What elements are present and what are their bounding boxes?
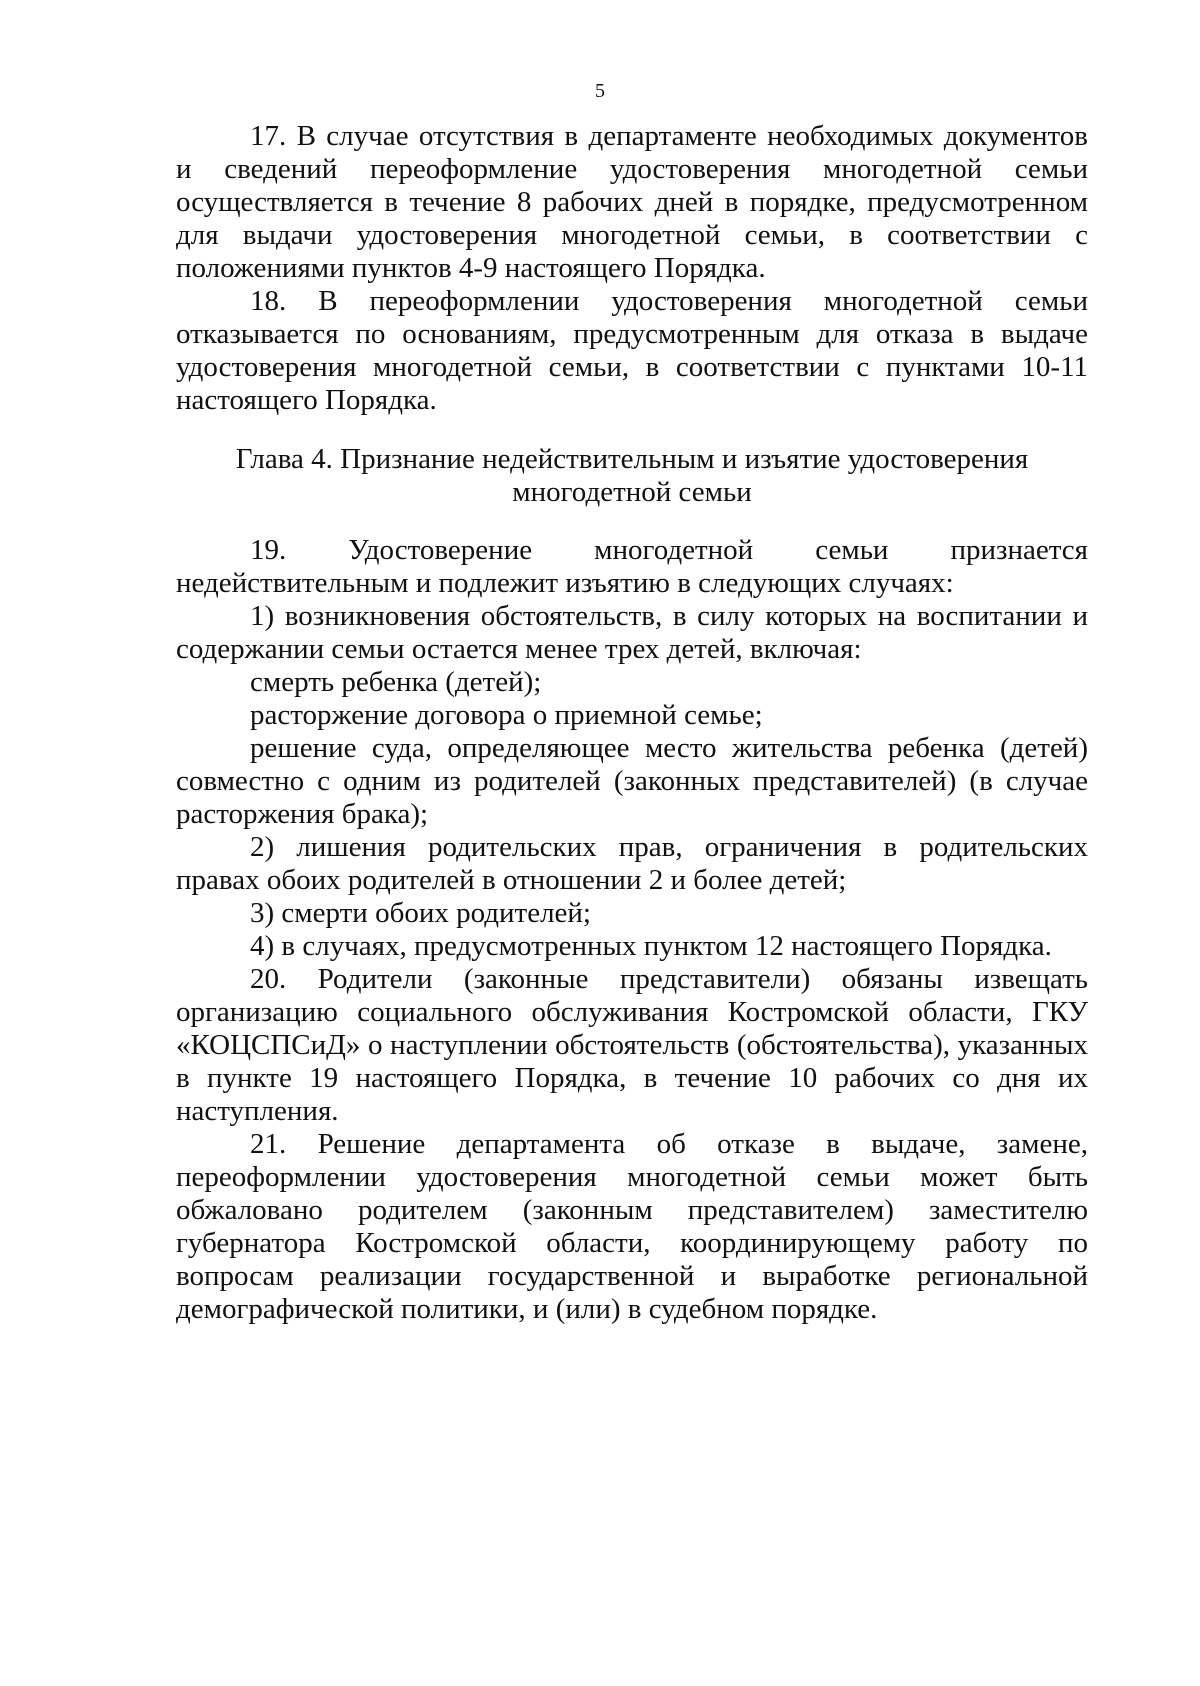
list-item-2: 2) лишения родительских прав, ограничения в родительских правах обоих родителей в отношении 2 и более детей;: [176, 831, 1088, 896]
chapter-title-line-1: Глава 4. Признание недействительным и изъятие удостоверения: [235, 443, 1029, 475]
sub-item-child-death: смерть ребенка (детей);: [250, 666, 542, 698]
page-number: 5: [595, 80, 605, 102]
paragraph-20: 20. Родители (законные представители) обязаны извещать организацию социального обслуживания Костромской области, ГКУ «КОЦСПСиД» о наступлении обстоятельств (обстоятельства), указанных в пункте 19 настоящего Порядка, в течение 10 рабочих со дня их наступления.: [176, 963, 1088, 1127]
chapter-title-line-2: многодетной семьи: [512, 476, 752, 508]
list-item-4: 4) в случаях, предусмотренных пунктом 12 настоящего Порядка.: [250, 930, 1052, 962]
paragraph-21: 21. Решение департамента об отказе в выдаче, замене, переоформлении удостоверения многодетной семьи может быть обжаловано родителем (законным представителем) заместителю губернатора Костромской области, координирующему работу по вопросам реализации государственной и выработке региональной демографической политики, и (или) в судебном порядке.: [176, 1128, 1088, 1325]
paragraph-19: 19. Удостоверение многодетной семьи признается недействительным и подлежит изъятию в следующих случаях:: [176, 534, 1088, 599]
chapter-4-title: [176, 443, 1088, 509]
sub-item-court-decision: решение суда, определяющее место жительства ребенка (детей) совместно с одним из родителей (законных представителей) (в случае расторжения брака);: [176, 732, 1088, 830]
paragraph-17: 17. В случае отсутствия в департаменте необходимых документов и сведений переоформление удостоверения многодетной семьи осуществляется в течение 8 рабочих дней в порядке, предусмотренном для выдачи удостоверения многодетной семьи, в соответствии с положениями пунктов 4-9 настоящего Порядка.: [176, 120, 1088, 284]
document-body: [176, 120, 1088, 1326]
sub-item-foster-contract: расторжение договора о приемной семье;: [250, 699, 763, 731]
paragraph-18: 18. В переоформлении удостоверения многодетной семьи отказывается по основаниям, предусмотренным для отказа в выдаче удостоверения многодетной семьи, в соответствии с пунктами 10-11 настоящего Порядка.: [176, 285, 1088, 416]
list-item-3: 3) смерти обоих родителей;: [250, 897, 591, 929]
list-item-1: 1) возникновения обстоятельств, в силу которых на воспитании и содержании семьи остается менее трех детей, включая:: [176, 600, 1088, 665]
